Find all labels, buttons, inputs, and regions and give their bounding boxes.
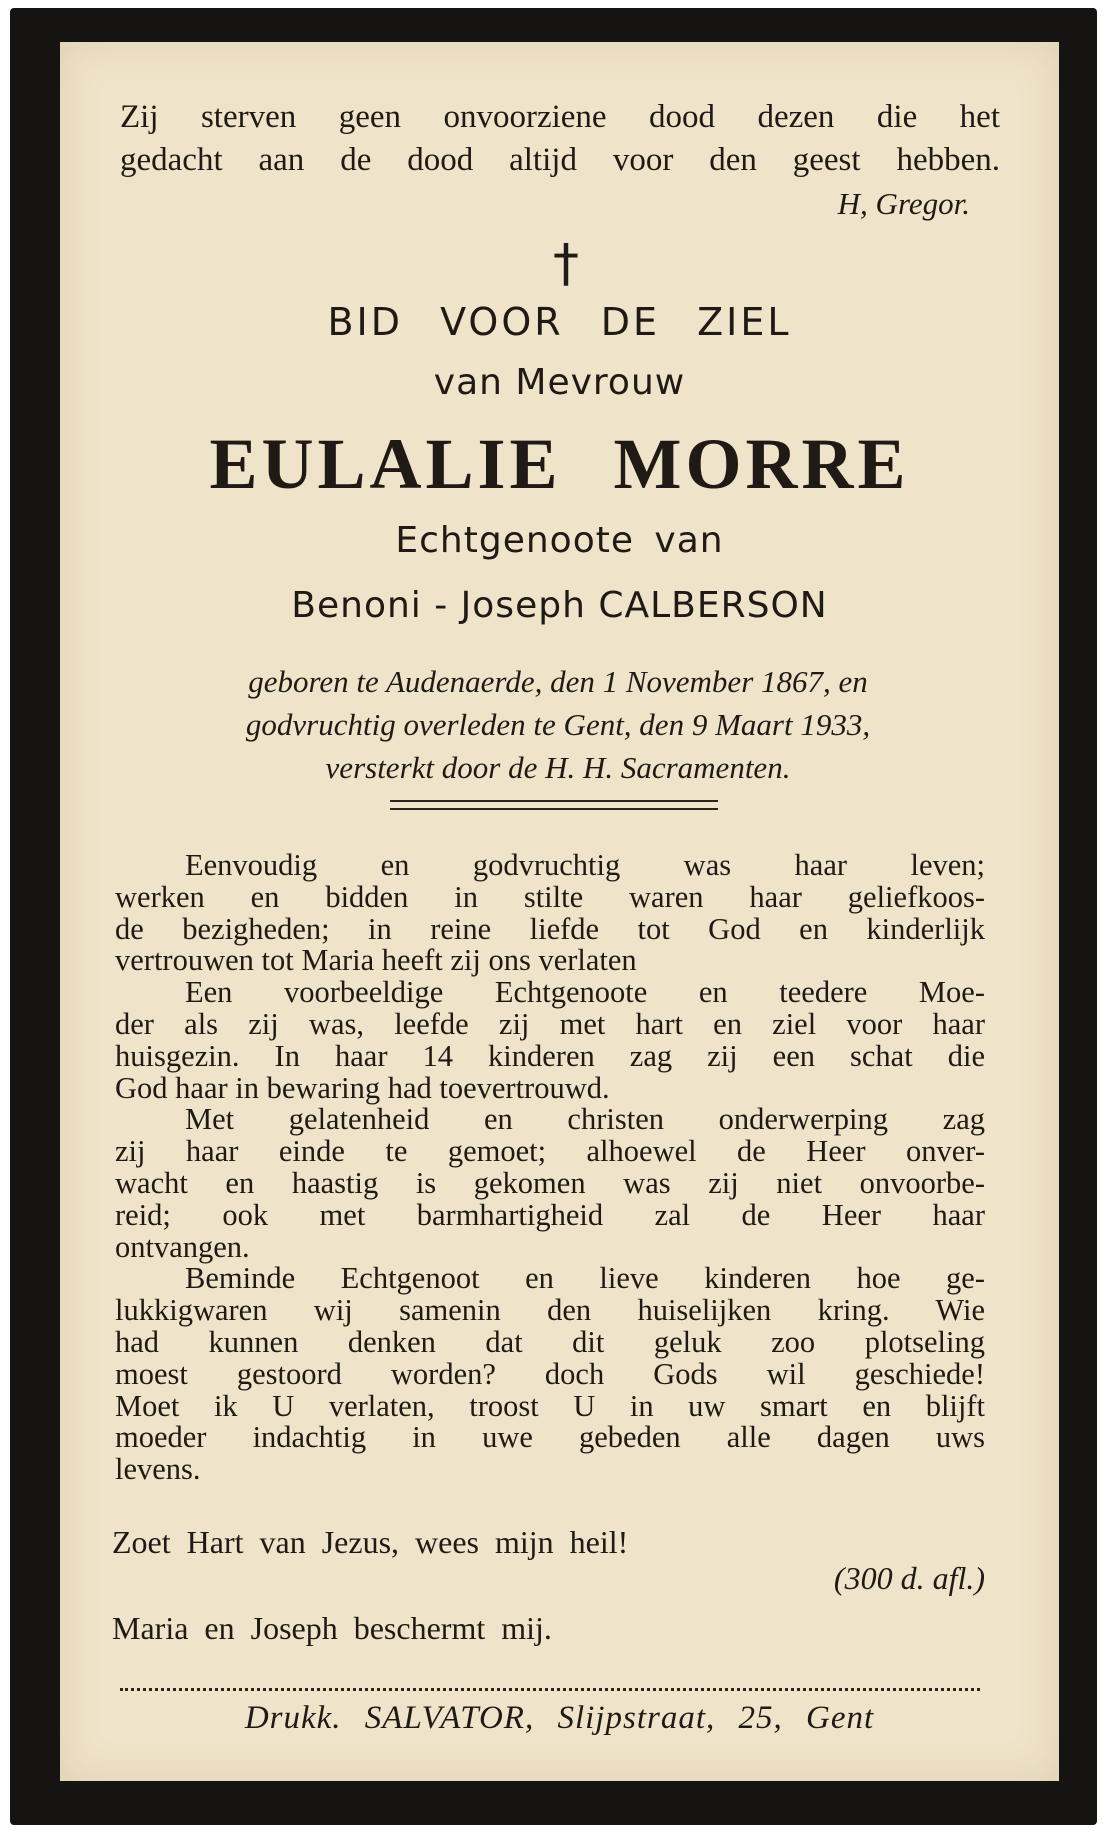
eulogy-line: de bezigheden; in reine liefde tot God en kinderlijk — [115, 911, 985, 946]
eulogy-text — [115, 850, 985, 1486]
epigraph-quote — [120, 96, 1000, 182]
eulogy-line: lukkigwaren wij samenin den huiselijken kring. Wie — [115, 1293, 985, 1328]
eulogy-line: der als zij was, leefde zij met hart en ziel voor haar — [115, 1006, 985, 1041]
spouse-label: Echtgenoote van — [395, 520, 724, 561]
eulogy-line: vertrouwen tot Maria heeft zij ons verlaten — [115, 943, 637, 978]
eulogy-line: moest gestoord worden? doch Gods wil geschiede! — [115, 1356, 985, 1391]
eulogy-line: moeder indachtig in uwe gebeden alle dagen uws — [115, 1420, 985, 1455]
eulogy-line: Met gelatenheid en christen onderwerping zag — [185, 1102, 985, 1137]
eulogy-line: wacht en haastig is gekomen was zij niet onvoorbe- — [115, 1165, 985, 1200]
deceased-name: EULALIE MORRE — [209, 424, 910, 504]
title-mevrouw: van Mevrouw — [433, 362, 686, 403]
eulogy-line: Een voorbeeldige Echtgenoote en teedere Moe- — [185, 975, 985, 1010]
eulogy-line: levens. — [115, 1452, 201, 1487]
cross-icon: † — [553, 234, 579, 294]
eulogy-line: werken en bidden in stilte waren haar geliefkoos- — [115, 879, 985, 914]
epigraph-line: Zij sterven geen onvoorziene dood dezen die het — [120, 99, 1000, 135]
eulogy-line: huisgezin. In haar 14 kinderen zag zij een schat die — [115, 1038, 985, 1073]
eulogy-line: had kunnen denken dat dit geluk zoo plotseling — [115, 1324, 985, 1359]
eulogy-line: God haar in bewaring had toevertrouwd. — [115, 1070, 610, 1105]
divider-line — [390, 800, 718, 802]
printer-credit: Drukk. SALVATOR, Slijpstraat, 25, Gent — [244, 1700, 875, 1736]
pray-heading: BID VOOR DE ZIEL — [327, 300, 792, 344]
eulogy-line: Eenvoudig en godvruchtig was haar leven; — [185, 848, 985, 882]
bio-line: versterkt door de H. H. Sacramenten. — [325, 750, 791, 785]
eulogy-line: reid; ook met barmhartigheid zal de Heer haar — [115, 1197, 985, 1232]
birth-death-info — [124, 660, 992, 789]
eulogy-line: Moet ik U verlaten, troost U in uw smart en blijft — [115, 1388, 985, 1423]
eulogy-line: zij haar einde te gemoet; alhoewel de Heer onver- — [115, 1134, 985, 1169]
bio-line: geboren te Audenaerde, den 1 November 1867, en — [248, 664, 868, 699]
eulogy-line: Beminde Echtgenoot en lieve kinderen hoe ge- — [185, 1261, 985, 1296]
spouse-name: Benoni - Joseph CALBERSON — [291, 585, 828, 626]
indulgence-note: (300 d. afl.) — [833, 1560, 985, 1596]
epigraph-line: gedacht aan de dood altijd voor den geest hebben. — [120, 142, 1000, 178]
eulogy-line: ontvangen. — [115, 1229, 250, 1264]
prayer-sacred-heart: Zoet Hart van Jezus, wees mijn heil! — [112, 1524, 629, 1560]
epigraph-author: H, Gregor. — [837, 186, 970, 221]
bio-line: godvruchtig overleden te Gent, den 9 Maart 1933, — [245, 707, 871, 742]
divider-line — [390, 808, 718, 810]
prayer-maria-joseph: Maria en Joseph beschermt mij. — [112, 1610, 552, 1646]
dotted-divider — [120, 1688, 980, 1691]
